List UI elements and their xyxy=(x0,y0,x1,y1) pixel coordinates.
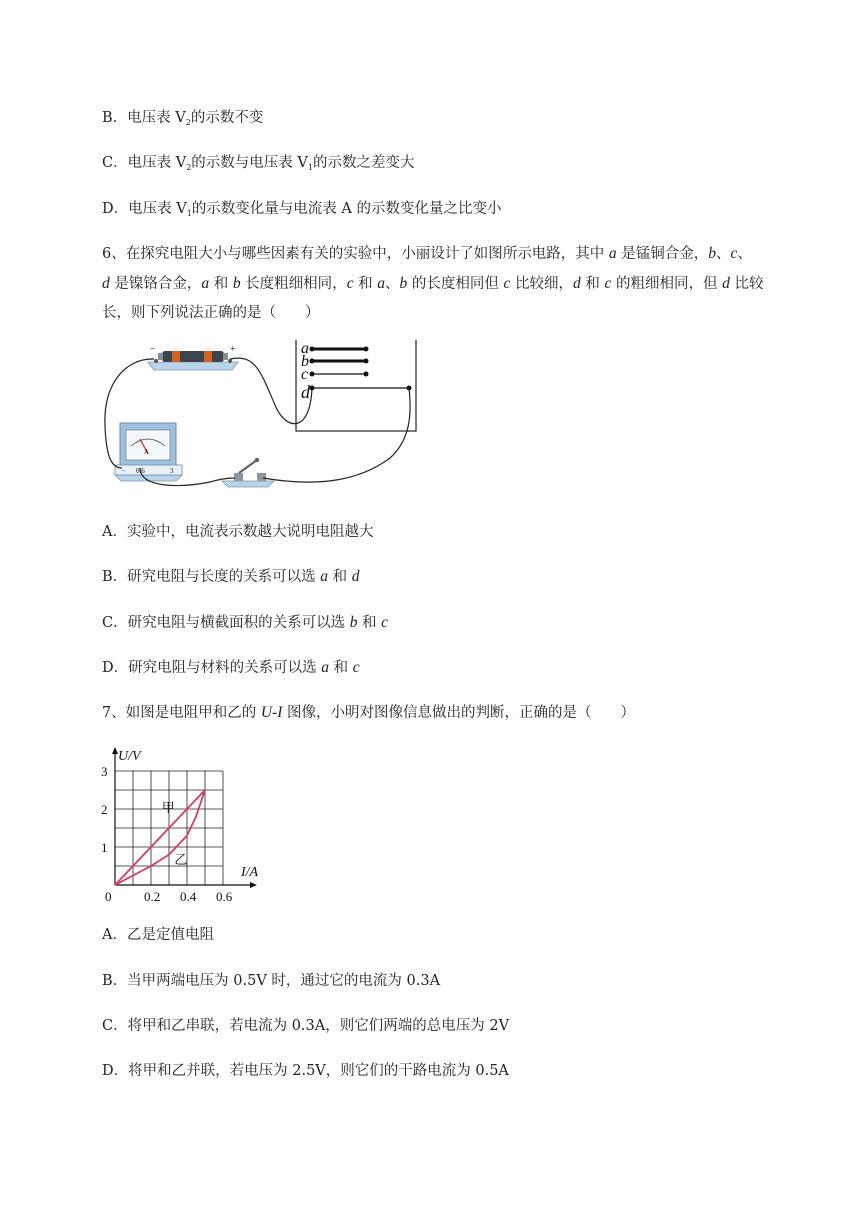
q7-option-c: C．将甲和乙串联，若电流为 0.3A，则它们两端的总电压为 2V xyxy=(102,1018,510,1034)
switch-icon xyxy=(222,458,274,487)
x-tick-label: 0 xyxy=(105,889,112,904)
x-tick-label: 0.4 xyxy=(180,889,197,904)
q6-stem-line1: 6、在探究电阻大小与哪些因素有关的实验中，小丽设计了如图所示电路，其中 a 是锰铜合金，b、c、 xyxy=(102,245,752,262)
q7-ui-chart xyxy=(100,740,270,905)
ammeter-terminal-3: 3 xyxy=(170,467,174,475)
wire-label-d: d xyxy=(301,382,310,402)
q7-option-d: D．将甲和乙并联，若电压为 2.5V，则它们的干路电流为 0.5A xyxy=(102,1063,509,1079)
ammeter-terminal-minus: − xyxy=(122,467,126,475)
q5-option-c: C．电压表 $V_2$的示数与电压表 $V_1$的示数之差变大 xyxy=(102,155,415,172)
x-tick-label: 0.2 xyxy=(144,889,161,904)
y-tick-label: 3 xyxy=(101,764,108,779)
y-tick-label: 1 xyxy=(101,840,108,855)
wire-label-b: b xyxy=(301,353,309,370)
series-label-yi: 乙 xyxy=(174,852,188,868)
ammeter-terminal-06: 0.6 xyxy=(136,467,145,475)
q6-option-d: D．研究电阻与材料的关系可以选 a 和 c xyxy=(102,659,360,676)
q7-option-a: A．乙是定值电阻 xyxy=(102,927,214,943)
battery-minus-label: − xyxy=(150,344,156,355)
q6-option-a: A．实验中，电流表示数越大说明电阻越大 xyxy=(102,524,374,540)
q6-circuit-figure xyxy=(100,340,430,490)
q7-option-b: B．当甲两端电压为 0.5V 时，通过它的电流为 0.3A xyxy=(102,973,441,989)
x-tick-label: 0.6 xyxy=(216,889,233,904)
q5-option-d: D．电压表 $V_1$的示数变化量与电流表 A 的示数变化量之比变小 xyxy=(102,201,502,218)
battery-icon xyxy=(148,351,238,370)
ammeter-label: A xyxy=(144,448,150,456)
q6-stem-line3: 长，则下列说法正确的是（ ） xyxy=(102,305,320,321)
wire-label-c: c xyxy=(301,366,309,383)
q6-stem-line2: d 是镍铬合金，a 和 b 长度粗细相同，c 和 a、b 的长度相同但 c 比较细，d 和 c 的粗细相同，但 d 比较 xyxy=(102,275,764,292)
series-line-jia xyxy=(115,790,205,885)
y-tick-label: 2 xyxy=(101,802,108,817)
x-axis-arrow xyxy=(250,882,257,888)
wire-label-a: a xyxy=(301,340,309,357)
q5-option-b: B．电压表 $V_2$的示数不变 xyxy=(102,110,264,127)
series-label-jia: 甲 xyxy=(161,800,175,816)
q6-option-c: C．研究电阻与横截面积的关系可以选 b 和 c xyxy=(102,614,389,631)
x-axis-label: I/A xyxy=(241,865,259,880)
battery-plus-label: + xyxy=(230,344,236,355)
wire-board xyxy=(296,340,416,431)
q6-option-b: B．研究电阻与长度的关系可以选 a 和 d xyxy=(102,568,360,585)
y-axis-label: U/V xyxy=(118,749,141,764)
q7-stem: 7、如图是电阻甲和乙的 U-I 图像，小明对图像信息做出的判断，正确的是（ ） xyxy=(102,704,635,721)
